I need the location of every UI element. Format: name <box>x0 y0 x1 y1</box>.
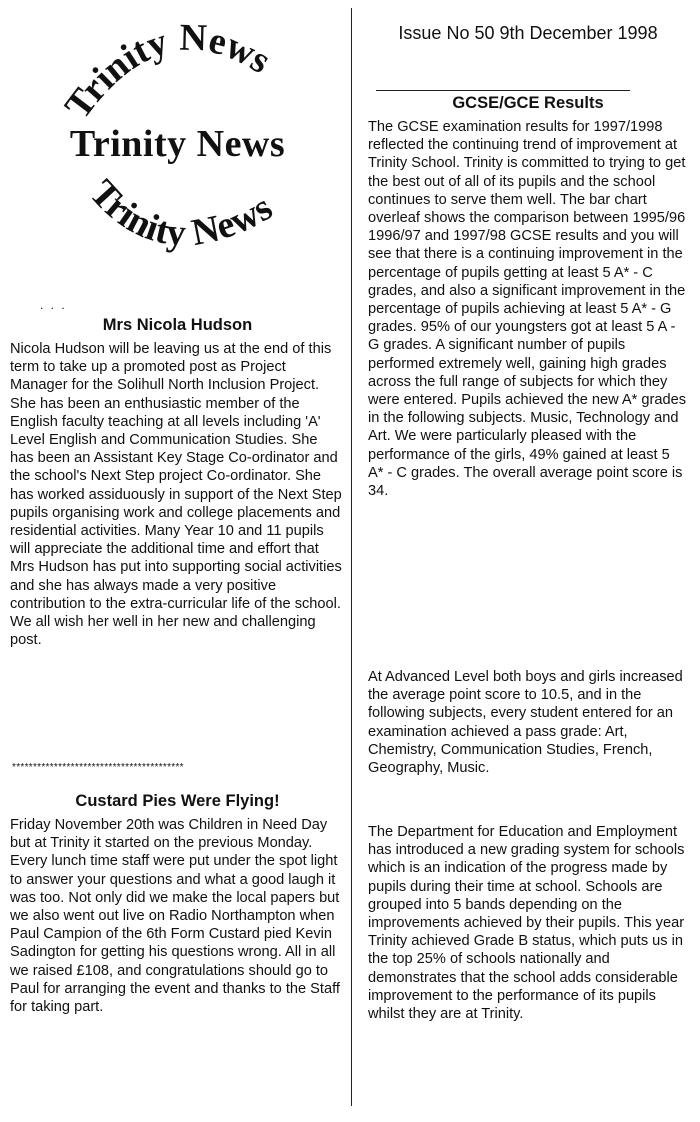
column-divider <box>351 8 352 1106</box>
article-body-hudson: Nicola Hudson will be leaving us at the end of this term to take up a promoted post as Project Manager for the Solihull North Inclusion Project. She has been an enthusiastic member of the English faculty teaching at all levels including 'A' Level English and Communication Studies. She has been an Assistant Key Stage Co-ordinator and the school's Next Step project Co-ordinator. She has worked assiduously in support of the Next Step pupils organising work and college placements and residential activities. Many Year 10 and 11 pupils will appreciate the additional time and effort that Mrs Hudson has put into supporting social activities and she has always made a very positive contribution to the extra-curricular life of the school. We all wish her well in her new and challenging post. <box>10 341 342 649</box>
results-paragraph-1: The GCSE examination results for 1997/1998 reflected the continuing trend of improvement at Trinity School. Trinity is committed to trying to get the best out of all of its pupils and the school continues to serve them well. The bar chart overleaf shows the comparison between 1995/96 1996/97 and 1997/98 GCSE results and you will see that there is a continuing improvement in the percentage of pupils getting at least 5 A* - C grades, and also a significant improvement in the percentage of pupils achieving at least 5 A* - G grades. 95% of our youngsters got at least 5 A - G grades. A significant number of pupils performed extremely well, gaining high grades across the full range of subjects for which they were entered. Pupils achieved the new A* grades in the following subjects. Music, Technology and Art. We were particularly pleased with the performance of the girls, 49% gained at least 5 A* - C grades. The overall average point score is 34. <box>368 119 687 500</box>
masthead-arc-bottom <box>10 160 345 300</box>
left-column <box>10 0 345 1016</box>
masthead-arc-top-text: Trinity News <box>56 16 278 127</box>
svg-text:Trinity News <box>57 17 278 127</box>
results-paragraph-2: At Advanced Level both boys and girls increased the average point score to 10.5, and in the following subjects, every student entered for an examination achieved a pass grade: Art, Chemistry, Communication Studies, French, Geography, Music. <box>368 669 683 777</box>
separator-stars: ***************************************** <box>12 762 184 773</box>
results-paragraph-3: The Department for Education and Employment has introduced a new grading system for schools which is an indication of the progress made by pupils during their time at school. Schools are grouped into 5 bands depending on the improvements achieved by their pupils. This year Trinity achieved Grade B status, which puts us in the top 25% of schools nationally and demonstrates that the school adds considerable improvement to the performance of its pupils whilst they are at Trinity. <box>368 824 685 1023</box>
article-heading-hudson: Mrs Nicola Hudson <box>102 316 253 334</box>
masthead-title: Trinity News <box>69 123 286 165</box>
masthead <box>10 0 345 300</box>
heading-rule <box>376 90 630 91</box>
issue-line: Issue No 50 9th December 1998 <box>398 23 658 43</box>
article-body-custard: Friday November 20th was Children in Need Day but at Trinity it started on the previous Monday. Every lunch time staff were put under the spot light to answer your questions and what a good laugh it was too. Not only did we make the local papers but we also went out live on Radio Northampton when Paul Campion of the 6th Form Custard pied Kevin Sadington for getting his questions wrong. All in all we raised £108, and congratulations should go to Paul for arranging the event and thanks to the Staff for taking part. <box>10 817 340 1016</box>
decorative-dots: . . . <box>40 298 67 312</box>
article-heading-custard: Custard Pies Were Flying! <box>75 792 280 810</box>
svg-text:Trinity News <box>81 172 279 254</box>
masthead-arc-bottom-text: Trinity News <box>81 171 280 255</box>
article-heading-results: GCSE/GCE Results <box>452 94 604 112</box>
